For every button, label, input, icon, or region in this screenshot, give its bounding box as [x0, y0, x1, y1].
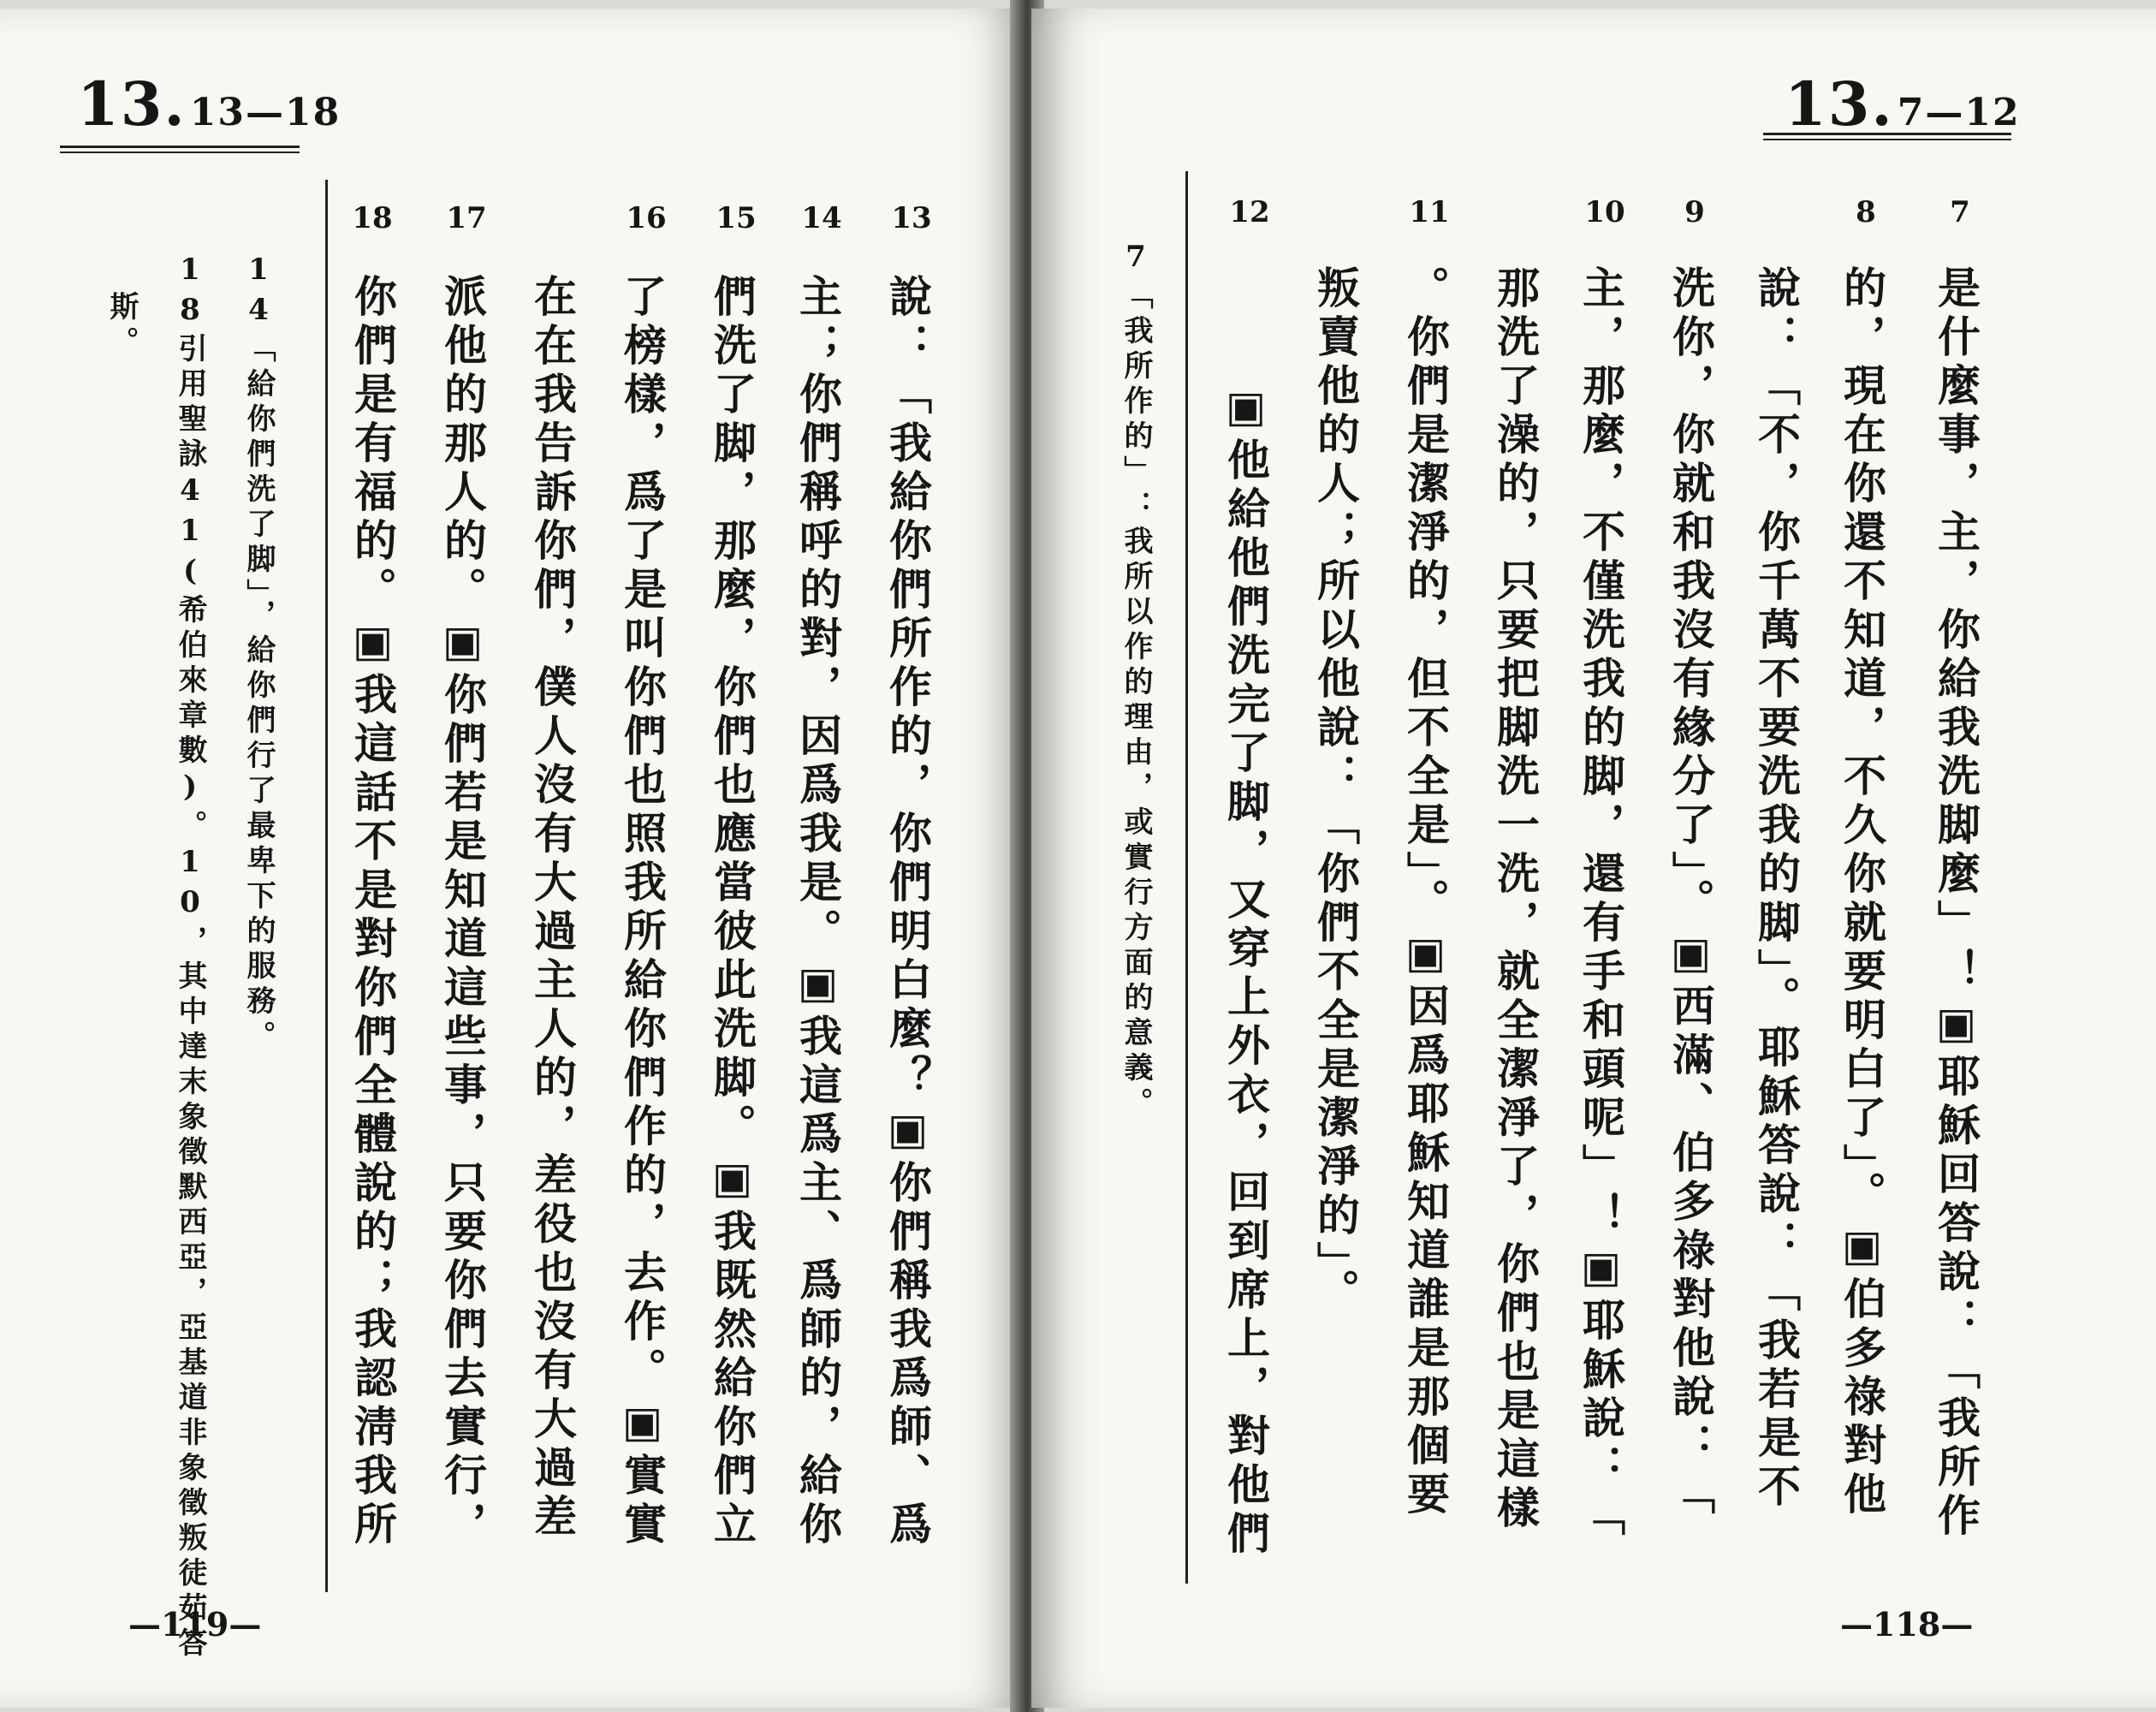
verse-number-15: 15: [716, 201, 757, 235]
text-column-7: 你們是有福的。▣我這話不是對你們全體說的；我認淸我所: [347, 274, 398, 1550]
text-column-12: 主，那麼，不僅洗我的脚，還有手和頭呢」！▣耶穌說：「: [1576, 265, 1626, 1542]
footnote-7: 7「我所作的」：我所以作的理由，或實行方面的意義。: [1119, 240, 1153, 1122]
right-page: [1031, 9, 2156, 1708]
text-column-13: 那洗了澡的，只要把脚洗一洗，就全潔淨了，你們也是這樣: [1490, 265, 1541, 1534]
verse-number-14: 14: [801, 201, 842, 235]
verse-number-17: 17: [446, 201, 487, 235]
text-column-4: 了榜樣，爲了是叫你們也照我所給你們作的，去作。▣實實: [617, 274, 668, 1550]
right-column-divider: [1185, 171, 1188, 1584]
right-chapter-number: 13.: [1785, 68, 1894, 140]
left-verse-range: 13—18: [189, 91, 342, 134]
page-number-118: —118—: [1840, 1605, 1974, 1644]
text-column-9: 的，現在你還不知道，不久你就要明白了」。▣伯多祿對他: [1837, 265, 1887, 1520]
right-header-rule: [1763, 133, 2011, 140]
text-column-3: 們洗了脚，那麼，你們也應當彼此洗脚。▣我既然給你們立: [707, 274, 757, 1550]
text-column-8: 是什麼事，主，你給我洗脚麼」！▣耶穌回答說：「我所作: [1931, 265, 1981, 1542]
verse-number-16: 16: [626, 201, 667, 235]
footnote-18-continued: 斯。: [104, 291, 139, 361]
verse-number-11: 11: [1409, 195, 1450, 229]
left-column-divider: [325, 180, 328, 1592]
footnote-14: 14「給你們洗了脚」，給你們行了最卑下的服務。: [241, 253, 276, 1055]
text-column-16: ▣他給他們洗完了脚，又穿上外衣，回到席上，對他們: [1221, 381, 1271, 1560]
verse-number-8: 8: [1856, 195, 1876, 229]
verse-number-12: 12: [1229, 195, 1270, 229]
text-column-6: 派他的那人的。▣你們若是知道這些事，只要你們去實行，: [437, 274, 488, 1550]
verse-number-10: 10: [1584, 195, 1625, 229]
right-page-header: [1785, 68, 2021, 140]
text-column-10: 說：「不，你千萬不要洗我的脚」。耶穌答說：「我若是不: [1751, 265, 1802, 1513]
left-page-header: [77, 68, 341, 140]
page-number-119: —119—: [128, 1605, 262, 1644]
text-column-14: 。你們是潔淨的，但不全是」。▣因爲耶穌知道誰是那個要: [1400, 265, 1451, 1520]
text-column-11: 洗你，你就和我沒有緣分了」。▣西滿、伯多祿對他說：「: [1666, 265, 1716, 1520]
verse-number-9: 9: [1684, 195, 1705, 229]
verse-number-18: 18: [352, 201, 393, 235]
text-column-1: 說：「我給你們所作的，你們明白麼？▣你們稱我爲師、爲: [882, 274, 933, 1550]
verse-number-7: 7: [1950, 195, 1970, 229]
verse-number-13: 13: [891, 201, 932, 235]
footnote-18: 18引用聖詠41(希伯來章數)。10，其中達末象徵默西亞，亞基道非象徵叛徒茹答: [173, 253, 207, 1662]
text-column-5: 在在我告訴你們，僕人沒有大過主人的，差役也沒有大過差: [527, 274, 578, 1543]
left-header-rule: [60, 146, 300, 153]
left-chapter-number: 13.: [77, 68, 187, 140]
text-column-2: 主；你們稱呼的對，因爲我是。▣我這爲主、爲師的，給你: [793, 274, 843, 1550]
text-column-15: 叛賣他的人；所以他說：「你們不全是潔淨的」。: [1310, 265, 1361, 1317]
right-verse-range: 7—12: [1897, 91, 2021, 134]
left-page: [0, 9, 1023, 1708]
